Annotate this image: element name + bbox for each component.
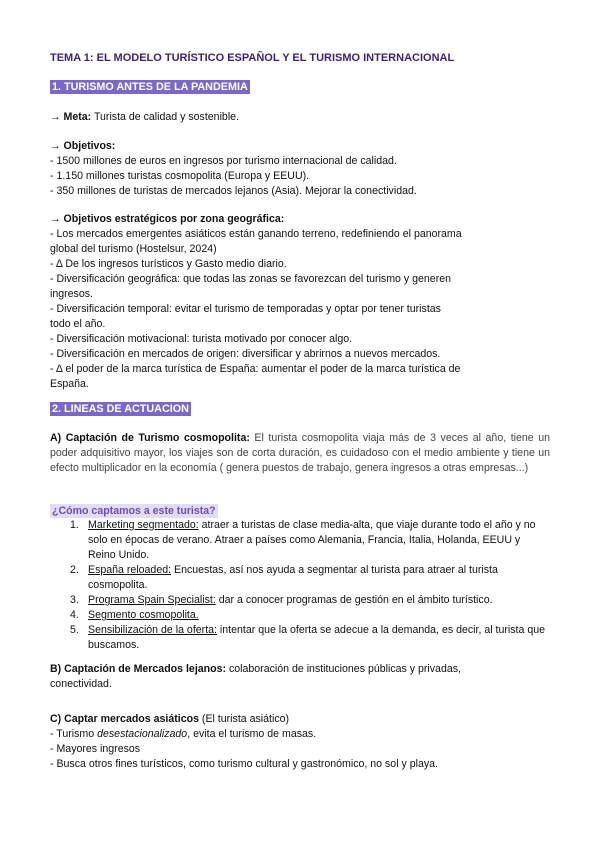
paragraph-c-label: C) Captar mercados asiáticos [50,713,199,725]
paragraph-a-label: A) Captación de Turismo cosmopolita: [50,432,250,444]
estrategicos-block [50,212,550,392]
list-item-text: dar a conocer programas de gestión en el ámbito turístico. [215,594,493,606]
estrategico-line: - Δ De los ingresos turísticos y Gasto medio diario. [50,258,287,270]
paragraph-a [50,431,550,476]
section-heading-1: 1. TURISMO ANTES DE LA PANDEMIA [52,81,248,93]
paragraph-c [50,712,550,772]
paragraph-b-text-2: conectividad. [50,678,112,690]
paragraph-b [50,662,550,692]
list-item [50,608,550,623]
list-item-number: 5. [70,624,79,636]
list-item-term: Sensibilización de la oferta: [88,624,217,636]
list-item-term: Segmento cosmopolita. [88,609,199,621]
list-item-number: 4. [70,609,79,621]
list-item-number: 2. [70,564,79,576]
objetivo-item: - 1.150 millones turistas cosmopolita (Europa y EEUU). [50,170,310,182]
estrategico-line: ingresos. [50,288,93,300]
paragraph-b-label: B) Captación de Mercados lejanos: [50,663,227,675]
paragraph-c-item: - Mayores ingresos [50,743,141,755]
captacion-list [50,518,550,653]
list-item [50,563,550,593]
estrategico-line: global del turismo (Hostelsur, 2024) [50,243,217,255]
estrategico-line: - Diversificación temporal: evitar el turismo de temporadas y optar por tener turistas [50,303,441,315]
list-item-number: 1. [70,519,79,531]
estrategico-line: España. [50,378,89,390]
list-item-text: atraer a turistas de clase media-alta, que viaje durante todo el año y no solo en épocas de verano. Atraer a países como Alemania, Francia, Italia, Holanda, EEUU y Reino Unido. [88,519,536,561]
estrategico-line: - Diversificación geográfica: que todas las zonas se favorezcan del turismo y generen [50,273,452,285]
meta-text: Turista de calidad y sostenible. [91,111,240,123]
list-item [50,518,550,563]
objetivos-block [50,139,550,199]
paragraph-c-item: - Turismo desestacionalizado, evita el turismo de masas. [50,728,317,740]
list-item-term: España reloaded: [88,564,172,576]
objetivos-label: → Objetivos: [50,140,116,152]
list-item-term: Marketing segmentado: [88,519,199,531]
document-title: TEMA 1: EL MODELO TURÍSTICO ESPAÑOL Y EL TURISMO INTERNACIONAL [50,52,455,64]
estrategico-line: todo el año. [50,318,106,330]
estrategico-line: - Diversificación en mercados de origen: diversificar y abrirnos a nuevos mercados. [50,348,441,360]
estrategico-line: - Los mercados emergentes asiáticos están ganando terreno, redefiniendo el panorama [50,228,462,240]
question-heading: ¿Cómo captamos a este turista? [52,505,216,517]
list-item-text: intentar que la oferta se adecue a la demanda, es decir, al turista que buscamos. [88,624,545,651]
paragraph-a-text: El turista cosmopolita viaja más de 3 veces al año, tiene un poder adquisitivo mayor, los viajes son de corta duración, es cuidadoso con el medio ambiente y tiene un efecto multiplicador en la economía ( genera puestos de trabajo, genera ingresos a otras empresas...) [50,432,551,474]
paragraph-c-item: - Busca otros fines turísticos, como turismo cultural y gastronómico, no sol y playa. [50,758,439,770]
meta-line [50,110,550,125]
objetivo-item: - 350 millones de turistas de mercados lejanos (Asia). Mejorar la conectividad. [50,185,417,197]
paragraph-b-text: colaboración de instituciones públicas y privadas, [226,663,461,675]
list-item-text: Encuestas, así nos ayuda a segmentar al turista para atraer al turista cosmopolita. [88,564,498,591]
estrategico-line: - Diversificación motivacional: turista motivado por conocer algo. [50,333,353,345]
list-item-number: 3. [70,594,79,606]
list-item [50,593,550,608]
estrategicos-label: → Objetivos estratégicos por zona geográfica: [50,213,285,225]
list-item-term: Programa Spain Specialist: [88,594,216,606]
meta-label: → Meta: [50,111,92,123]
list-item [50,623,550,653]
estrategico-line: - Δ el poder de la marca turística de España: aumentar el poder de la marca turística de [50,363,461,375]
section-heading-2: 2. LINEAS DE ACTUACION [52,403,189,415]
objetivo-item: - 1500 millones de euros en ingresos por turismo internacional de calidad. [50,155,397,167]
paragraph-c-text: (El turista asiático) [198,713,290,725]
